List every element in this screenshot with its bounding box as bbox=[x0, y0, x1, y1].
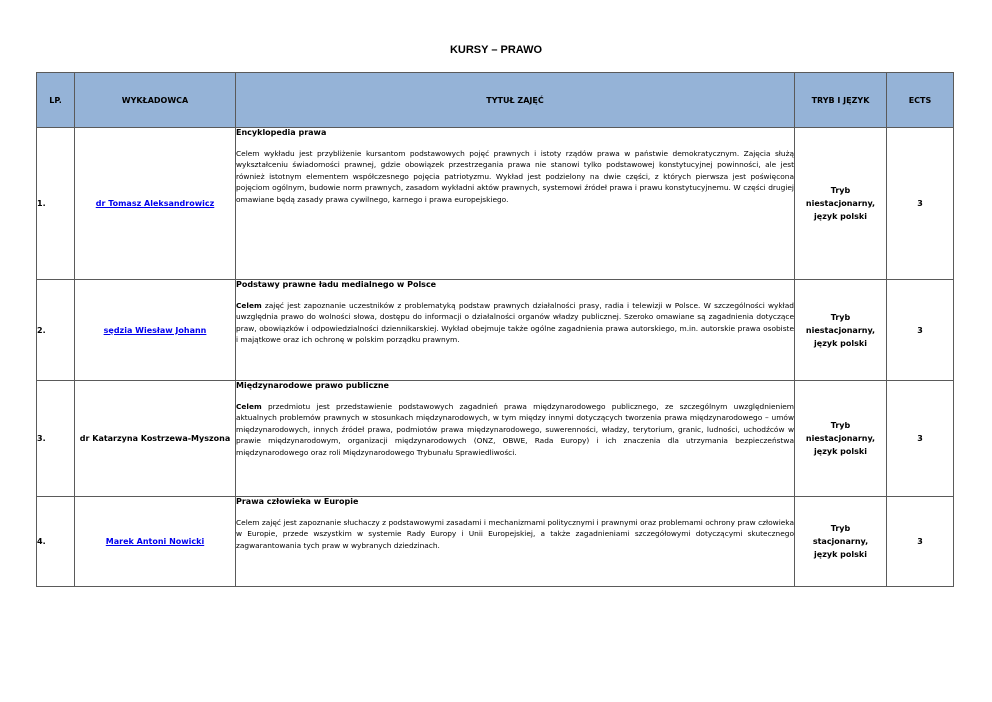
course-description bbox=[236, 148, 794, 205]
row-number: 4. bbox=[37, 497, 75, 587]
lecturer-link[interactable]: Marek Antoni Nowicki bbox=[105, 537, 205, 546]
courses-table bbox=[36, 72, 954, 587]
description-text: Celem wykładu jest przybliżenie kursantom podstawowych pojęć prawnych i istoty rządów prawa w państwie demokratycznym. Zajęcia służą wykształceniu świadomości prawnej, gdzie obowiązek przestrzegania prawa nie stanowi tylko podstawowej konstytucyjnej powinności, ale jest również istotnym elementem współczesnego pojęcia patriotyzmu. Wykład jest podzielony na dwie części, z których pierwsza jest poświęcona pojęciom ogólnym, budowie norm prawnych, zasadom wykładni aktów prawnych, systemowi źródeł prawa i prawu konstytucyjnemu. W części drugiej omawiane będą zasady prawa cywilnego, karnego i prawa europejskiego. bbox=[236, 149, 794, 204]
language: język polski bbox=[814, 447, 867, 456]
ects-value: 3 bbox=[887, 280, 954, 381]
header-lp: LP. bbox=[37, 73, 75, 128]
row-number: 2. bbox=[37, 280, 75, 381]
table-row bbox=[37, 280, 954, 381]
header-ects: ECTS bbox=[887, 73, 954, 128]
topic-cell bbox=[236, 497, 795, 587]
language: język polski bbox=[814, 338, 867, 348]
language: język polski bbox=[814, 212, 867, 221]
mode-type: niestacjonarny, bbox=[805, 434, 876, 443]
mode-label: Tryb bbox=[830, 312, 851, 322]
course-title: Encyklopedia prawa bbox=[236, 128, 327, 137]
lecturer-link[interactable]: dr Tomasz Aleksandrowicz bbox=[95, 199, 215, 208]
course-title: Międzynarodowe prawo publiczne bbox=[236, 381, 389, 390]
topic-cell bbox=[236, 280, 795, 381]
description-text: Celem zajęć jest zapoznanie słuchaczy z podstawowymi zasadami i mechanizmami politycznymi i prawnymi oraz problemami ochrony praw człowieka w Europie, przede wszystkim w systemie Rady Europy i Unii Europejskiej, a także zagadnieniami szczegółowymi dotyczącymi skutecznego zagwarantowania tych praw w wybranych dziedzinach. bbox=[236, 518, 794, 550]
table-row bbox=[37, 381, 954, 497]
lecturer-cell bbox=[75, 497, 236, 587]
header-topic: TYTUŁ ZAJĘĆ bbox=[236, 73, 795, 128]
row-number: 1. bbox=[37, 128, 75, 280]
mode-type: niestacjonarny, bbox=[805, 199, 876, 208]
ects-value: 3 bbox=[887, 381, 954, 497]
course-title: Podstawy prawne ładu medialnego w Polsce bbox=[236, 280, 437, 289]
header-lecturer: WYKŁADOWCA bbox=[75, 73, 236, 128]
lecturer-link[interactable]: sędzia Wiesław Johann bbox=[103, 325, 207, 335]
row-number: 3. bbox=[37, 381, 75, 497]
course-description bbox=[236, 401, 794, 458]
lecturer-cell bbox=[75, 128, 236, 280]
lecturer-cell bbox=[75, 381, 236, 497]
description-lead: Celem bbox=[236, 402, 262, 411]
lecturer-cell bbox=[75, 280, 236, 381]
mode-label: Tryb bbox=[830, 421, 851, 430]
header-mode: TRYB I JĘZYK bbox=[795, 73, 887, 128]
ects-value: 3 bbox=[887, 128, 954, 280]
table-row bbox=[37, 128, 954, 280]
course-description bbox=[236, 517, 794, 551]
course-title: Prawa człowieka w Europie bbox=[236, 497, 359, 506]
mode-language-cell bbox=[795, 381, 887, 497]
topic-cell bbox=[236, 128, 795, 280]
description-text: zajęć jest zapoznanie uczestników z problematyką podstaw prawnych działalności prasy, radia i telewizji w Polsce. W szczególności wykład uwzględnia prawo do wolności słowa, dostępu do informacji o działalności organów władzy publicznej. Szeroko omawiane są zagadnienia dotyczące praw, obowiązków i odpowiedzialności dziennikarskiej. Wykład obejmuje także ogólne zagadnienia prawa autorskiego, m.in. autorskie prawa osobiste i majątkowe oraz ich ochronę w polskim porządku prawnym. bbox=[236, 301, 794, 345]
table-row bbox=[37, 497, 954, 587]
topic-cell bbox=[236, 381, 795, 497]
mode-label: Tryb bbox=[830, 524, 851, 533]
document-title: KURSY – PRAWO bbox=[449, 44, 543, 56]
course-description bbox=[236, 300, 794, 346]
mode-language-cell bbox=[795, 280, 887, 381]
description-text: przedmiotu jest przedstawienie podstawowych zagadnień prawa międzynarodowego publicznego, ze szczególnym uwzględnieniem aktualnych problemów prawnych w stosunkach międzynarodowych, w tym między innymi dotyczących tworzenia prawa międzynarodowego – umów międzynarodowych, innych źródeł prawa, podmiotów prawa międzynarodowego, suwerenności, władzy, terytorium, granic, ludności, uchodźców w prawie międzynarodowym, organizacji międzynarodowych (ONZ, OBWE, Rada Europy) i ich znaczenia dla utrzymania bezpieczeństwa międzynarodowego oraz roli Międzynarodowego Trybunału Sprawiedliwości. bbox=[236, 402, 794, 457]
mode-label: Tryb bbox=[830, 186, 851, 195]
description-lead: Celem bbox=[236, 301, 262, 310]
mode-language-cell bbox=[795, 128, 887, 280]
lecturer-name: dr Katarzyna Kostrzewa-Myszona bbox=[79, 434, 231, 443]
table-header-row bbox=[37, 73, 954, 128]
ects-value: 3 bbox=[887, 497, 954, 587]
mode-type: stacjonarny, bbox=[812, 537, 869, 546]
mode-language-cell bbox=[795, 497, 887, 587]
language: język polski bbox=[814, 550, 867, 559]
mode-type: niestacjonarny, bbox=[805, 325, 876, 335]
